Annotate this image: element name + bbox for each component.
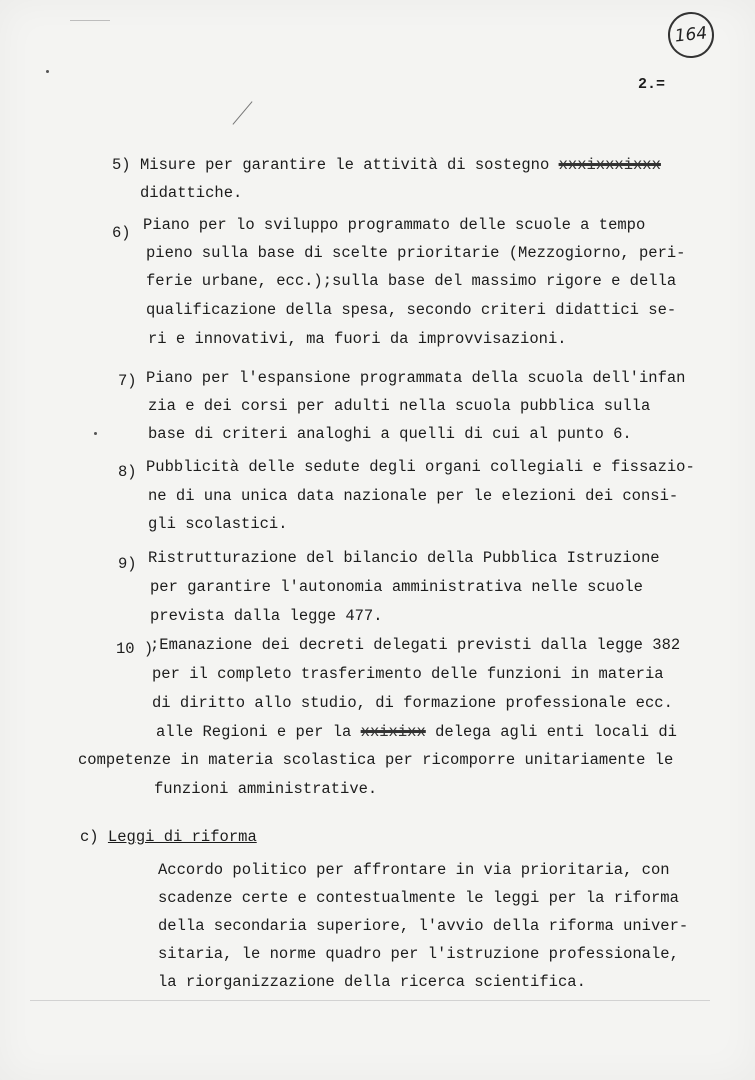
item-9-line: prevista dalla legge 477. [150,607,383,625]
paper-fold-line [30,1000,710,1001]
item-10-line: di diritto allo studio, di formazione professionale ecc. [152,694,673,712]
section-c-line: sitaria, le norme quadro per l'istruzione professionale, [158,945,679,963]
section-title: Leggi di riforma [107,828,257,846]
item-6-line: ferie urbane, ecc.);sulla base del massimo rigore e della [146,272,677,290]
item-9-line: per garantire l'autonomia amministrativa nelle scuole [150,578,643,596]
item-6-line: qualificazione della spesa, secondo criteri didattici se- [146,301,677,319]
item-number: 10 ) [116,640,154,658]
item-8-line: ne di una unica data nazionale per le elezioni dei consi- [148,487,679,505]
paper-mark [70,20,110,21]
item-number: 6) [112,224,131,242]
item-5-text: Misure per garantire le attività di sostegno [140,156,550,174]
item-number: 5) [112,156,131,174]
paper-speck [94,432,97,435]
item-6-line: ri e innovativi, ma fuori da improvvisazioni. [148,330,567,348]
page-number: 2.= [638,76,666,93]
pen-mark [232,101,252,125]
item-6-line: pieno sulla base di scelte prioritarie (Mezzogiorno, peri- [146,244,686,262]
item-number: 7) [118,372,137,390]
item-7-line: base di criteri analoghi a quelli di cui al punto 6. [148,425,632,443]
item-8-line: Pubblicità delle sedute degli organi collegiali e fissazio- [146,458,695,476]
section-c-line: della secondaria superiore, l'avvio della riforma univer- [158,917,689,935]
item-number: 8) [118,463,137,481]
item-6-line: Piano per lo sviluppo programmato delle scuole a tempo [143,216,646,234]
item-5-line [140,150,661,180]
item-10-text: delega agli enti locali di [435,723,677,741]
paper-speck [46,70,49,73]
item-10-text: alle Regioni e per la [156,723,352,741]
section-label: c) [80,828,99,846]
item-10-line: funzioni amministrative. [154,780,378,798]
item-10-line: per il completo trasferimento delle funzioni in materia [152,665,664,683]
item-10-line: competenze in materia scolastica per ricomporre unitariamente le [78,751,674,769]
section-c-line: la riorganizzazione della ricerca scientifica. [158,973,586,991]
item-8-line: gli scolastici. [148,515,288,533]
item-10-line: ;Emanazione dei decreti delegati previsti dalla legge 382 [150,636,681,654]
item-number: 9) [118,555,137,573]
section-c-line: Accordo politico per affrontare in via prioritaria, con [158,861,670,879]
section-c-line: scadenze certe e contestualmente le leggi per la riforma [158,889,679,907]
archive-stamp: 164 [666,10,717,61]
item-7-line: zia e dei corsi per adulti nella scuola pubblica sulla [148,397,651,415]
struck-text: xxxixxxixxx [558,156,661,174]
item-5-line: didattiche. [140,184,243,202]
item-9-line: Ristrutturazione del bilancio della Pubblica Istruzione [148,549,660,567]
item-10-line [156,717,677,747]
struck-text: xxixixx [360,723,426,741]
section-c-heading [80,822,257,852]
item-7-line: Piano per l'espansione programmata della scuola dell'infan [146,369,686,387]
